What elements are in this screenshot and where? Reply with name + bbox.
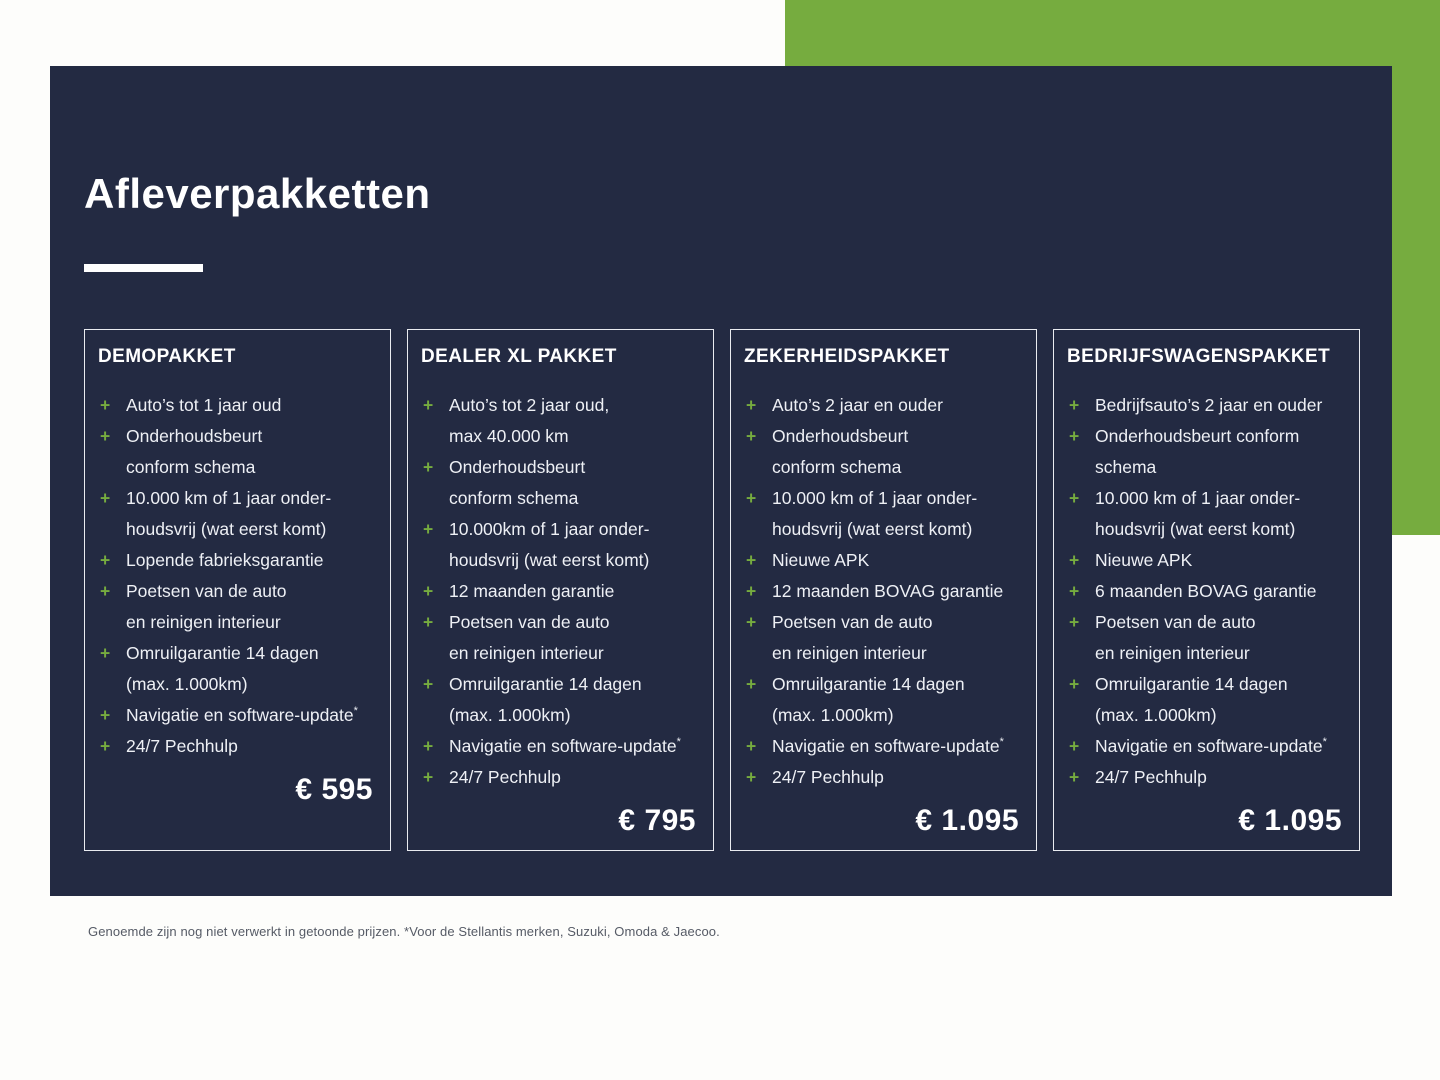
feature-item (98, 638, 375, 700)
feature-line: + 6 maanden BOVAG garantie (1067, 576, 1344, 607)
package-feature-list (98, 390, 375, 762)
package-feature-list (421, 390, 698, 793)
package-card (84, 329, 391, 851)
feature-line: + Auto’s 2 jaar en ouder (744, 390, 1021, 421)
plus-icon: + (423, 767, 434, 787)
feature-line: + Omruilgarantie 14 dagen (1067, 669, 1344, 700)
feature-item (1067, 731, 1344, 762)
feature-line: houdsvrij (wat eerst komt) (772, 519, 973, 539)
feature-line: + 24/7 Pechhulp (421, 762, 698, 793)
feature-line: max 40.000 km (449, 426, 569, 446)
feature-item (1067, 576, 1344, 607)
feature-line: + Onderhoudsbeurt (98, 421, 375, 452)
feature-item (421, 452, 698, 514)
feature-item (1067, 669, 1344, 731)
feature-item (1067, 762, 1344, 793)
feature-item (744, 390, 1021, 421)
feature-line: (max. 1.000km) (449, 705, 571, 725)
feature-line: + 12 maanden garantie (421, 576, 698, 607)
feature-item (744, 483, 1021, 545)
packages-row (84, 329, 1360, 851)
green-accent-top (785, 0, 1440, 66)
plus-icon: + (423, 674, 434, 694)
feature-item (1067, 483, 1344, 545)
feature-item (98, 731, 375, 762)
package-title: BEDRIJFSWAGENSPAKKET (1067, 346, 1331, 367)
feature-item (1067, 390, 1344, 421)
feature-line: + Bedrijfsauto’s 2 jaar en ouder (1067, 390, 1344, 421)
feature-item (98, 700, 375, 731)
feature-line: + Poetsen van de auto (1067, 607, 1344, 638)
plus-icon: + (746, 395, 757, 415)
feature-line: + 24/7 Pechhulp (1067, 762, 1344, 793)
asterisk-note-marker: * (676, 736, 681, 749)
feature-item (421, 390, 698, 452)
feature-item (1067, 545, 1344, 576)
green-accent-side (1392, 0, 1440, 535)
feature-line: conform schema (449, 488, 579, 508)
package-price: € 595 (295, 773, 373, 806)
feature-line: + Navigatie en software-update* (744, 731, 1021, 762)
feature-line: + 12 maanden BOVAG garantie (744, 576, 1021, 607)
package-price: € 1.095 (915, 804, 1019, 837)
feature-item (421, 669, 698, 731)
feature-line: + 10.000 km of 1 jaar onder- (1067, 483, 1344, 514)
plus-icon: + (746, 426, 757, 446)
package-card (730, 329, 1037, 851)
feature-line: + Auto’s tot 1 jaar oud (98, 390, 375, 421)
plus-icon: + (423, 395, 434, 415)
plus-icon: + (746, 488, 757, 508)
feature-item (1067, 607, 1344, 669)
feature-item (744, 607, 1021, 669)
feature-line: + Onderhoudsbeurt (744, 421, 1021, 452)
feature-item (744, 421, 1021, 483)
feature-item (421, 731, 698, 762)
feature-item (98, 421, 375, 483)
feature-line: en reinigen interieur (126, 612, 281, 632)
plus-icon: + (100, 581, 111, 601)
feature-line: en reinigen interieur (449, 643, 604, 663)
feature-line: (max. 1.000km) (126, 674, 248, 694)
feature-item (421, 762, 698, 793)
package-price: € 1.095 (1238, 804, 1342, 837)
plus-icon: + (746, 550, 757, 570)
feature-item (98, 390, 375, 421)
plus-icon: + (100, 705, 111, 725)
feature-line: + Navigatie en software-update* (421, 731, 698, 762)
feature-line: + 10.000km of 1 jaar onder- (421, 514, 698, 545)
feature-item (744, 731, 1021, 762)
plus-icon: + (746, 736, 757, 756)
asterisk-note-marker: * (353, 705, 358, 718)
feature-line: conform schema (772, 457, 902, 477)
feature-line: en reinigen interieur (1095, 643, 1250, 663)
feature-item (98, 576, 375, 638)
plus-icon: + (100, 395, 111, 415)
feature-line: (max. 1.000km) (772, 705, 894, 725)
feature-line: + Onderhoudsbeurt conform (1067, 421, 1344, 452)
feature-item (98, 545, 375, 576)
plus-icon: + (1069, 426, 1080, 446)
package-price: € 795 (618, 804, 696, 837)
plus-icon: + (100, 550, 111, 570)
package-title: DEALER XL PAKKET (421, 346, 617, 367)
feature-line: + Onderhoudsbeurt (421, 452, 698, 483)
plus-icon: + (746, 767, 757, 787)
feature-line: + 24/7 Pechhulp (744, 762, 1021, 793)
feature-item (421, 576, 698, 607)
feature-line: + 10.000 km of 1 jaar onder- (98, 483, 375, 514)
feature-item (1067, 421, 1344, 483)
feature-item (744, 762, 1021, 793)
asterisk-note-marker: * (1322, 736, 1327, 749)
feature-line: + Omruilgarantie 14 dagen (421, 669, 698, 700)
feature-line: + Nieuwe APK (1067, 545, 1344, 576)
feature-line: houdsvrij (wat eerst komt) (126, 519, 327, 539)
feature-item (744, 545, 1021, 576)
feature-line: + Omruilgarantie 14 dagen (98, 638, 375, 669)
title-underline (84, 264, 203, 272)
feature-line: + Lopende fabrieksgarantie (98, 545, 375, 576)
footnote: Genoemde zijn nog niet verwerkt in getoonde prijzen. *Voor de Stellantis merken, Suzuki, Omoda & Jaecoo. (88, 924, 720, 939)
plus-icon: + (423, 736, 434, 756)
plus-icon: + (423, 612, 434, 632)
plus-icon: + (423, 519, 434, 539)
package-feature-list (1067, 390, 1344, 793)
plus-icon: + (1069, 767, 1080, 787)
plus-icon: + (1069, 395, 1080, 415)
feature-item (421, 607, 698, 669)
feature-line: + Nieuwe APK (744, 545, 1021, 576)
feature-line: (max. 1.000km) (1095, 705, 1217, 725)
feature-line: + Auto’s tot 2 jaar oud, (421, 390, 698, 421)
asterisk-note-marker: * (999, 736, 1004, 749)
feature-line: + 24/7 Pechhulp (98, 731, 375, 762)
plus-icon: + (100, 643, 111, 663)
package-title: ZEKERHEIDSPAKKET (744, 346, 950, 367)
plus-icon: + (100, 426, 111, 446)
plus-icon: + (746, 581, 757, 601)
feature-line: houdsvrij (wat eerst komt) (449, 550, 650, 570)
feature-line: en reinigen interieur (772, 643, 927, 663)
feature-line: + 10.000 km of 1 jaar onder- (744, 483, 1021, 514)
feature-item (744, 576, 1021, 607)
plus-icon: + (423, 581, 434, 601)
feature-item (98, 483, 375, 545)
package-title: DEMOPAKKET (98, 346, 236, 367)
plus-icon: + (423, 457, 434, 477)
plus-icon: + (100, 736, 111, 756)
feature-line: + Poetsen van de auto (744, 607, 1021, 638)
feature-item (744, 669, 1021, 731)
plus-icon: + (1069, 488, 1080, 508)
feature-line: schema (1095, 457, 1157, 477)
feature-line: + Poetsen van de auto (98, 576, 375, 607)
plus-icon: + (746, 612, 757, 632)
feature-line: houdsvrij (wat eerst komt) (1095, 519, 1296, 539)
plus-icon: + (1069, 550, 1080, 570)
package-card (1053, 329, 1360, 851)
feature-line: + Navigatie en software-update* (1067, 731, 1344, 762)
feature-line: + Omruilgarantie 14 dagen (744, 669, 1021, 700)
page-title: Afleverpakketten (84, 170, 431, 217)
plus-icon: + (1069, 674, 1080, 694)
plus-icon: + (1069, 736, 1080, 756)
feature-line: + Poetsen van de auto (421, 607, 698, 638)
package-feature-list (744, 390, 1021, 793)
plus-icon: + (1069, 581, 1080, 601)
plus-icon: + (746, 674, 757, 694)
feature-line: + Navigatie en software-update* (98, 700, 375, 731)
plus-icon: + (1069, 612, 1080, 632)
feature-item (421, 514, 698, 576)
feature-line: conform schema (126, 457, 256, 477)
plus-icon: + (100, 488, 111, 508)
package-card (407, 329, 714, 851)
